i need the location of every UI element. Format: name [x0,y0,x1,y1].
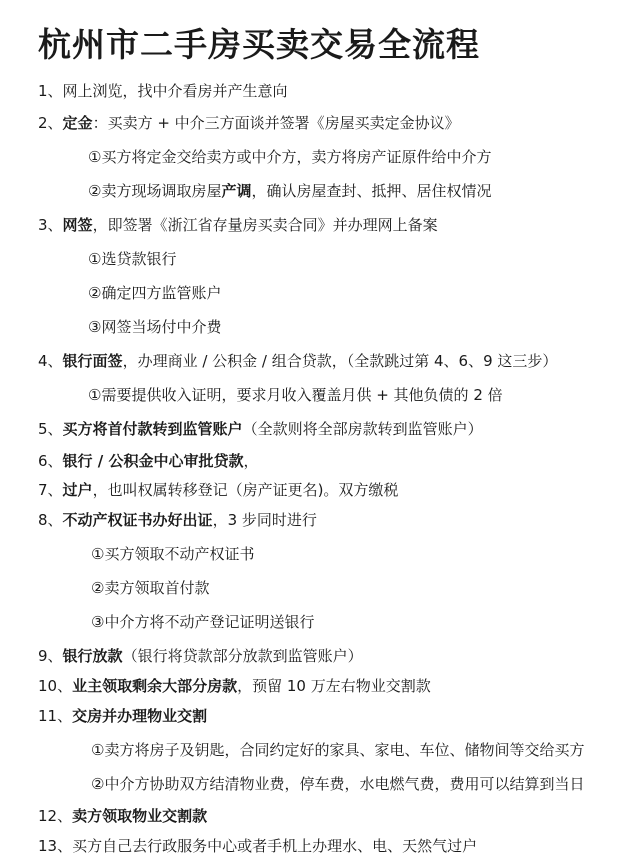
step-8-sub-3 [91,612,314,632]
step-text: 网上浏览，找中介看房并产生意向 [62,82,288,100]
step-keyword: 买方将首付款转到监管账户 [62,420,243,438]
substep-text: ②卖方领取首付款 [91,579,210,597]
step-7 [38,480,398,500]
step-11-sub-1 [91,740,584,760]
step-4-sub-1 [88,385,503,405]
step-number: 9、 [38,647,63,665]
step-number: 1、 [38,82,63,100]
step-text: ，办理商业 / 公积金 / 组合贷款，（全款跳过第 4、6、9 这三步） [122,352,558,370]
step-10 [38,676,431,696]
substep-text: ②确定四方监管账户 [88,284,222,302]
substep-text: ①卖方将房子及钥匙，合同约定好的家具、家电、车位、储物间等交给买方 [91,741,585,759]
step-1 [38,81,288,101]
step-2-sub-1 [88,147,491,167]
step-8-sub-1 [91,544,254,564]
step-9 [38,646,363,666]
step-number: 6、 [38,452,63,470]
step-text: ，预留 10 万左右物业交割款 [237,677,431,695]
step-keyword: 网签 [62,216,93,234]
step-2 [38,113,460,133]
step-text: （全款则将全部房款转到监管账户） [242,420,483,438]
substep-text: ①需要提供收入证明，要求月收入覆盖月供 + 其他负债的 2 倍 [88,386,503,404]
step-number: 12、 [38,807,73,825]
step-number: 4、 [38,352,63,370]
substep-keyword: 产调 [221,182,252,200]
step-3-sub-1 [88,249,176,269]
step-13 [38,836,477,856]
step-keyword: 银行面签 [62,352,123,370]
step-number: 11、 [38,707,73,725]
step-keyword: 银行放款 [62,647,123,665]
step-number: 2、 [38,114,63,132]
step-keyword: 定金 [62,114,93,132]
step-3-sub-2 [88,283,221,303]
step-number: 3、 [38,216,63,234]
step-number: 10、 [38,677,73,695]
step-keyword: 业主领取剩余大部分房款 [72,677,238,695]
step-number: 8、 [38,511,63,529]
step-3-sub-3 [88,317,221,337]
step-keyword: 过户 [62,481,93,499]
step-5 [38,419,483,439]
substep-text: ①买方将定金交给卖方或中介方，卖方将房产证原件给中介方 [88,148,492,166]
step-number: 5、 [38,420,63,438]
step-12 [38,806,207,826]
step-2-sub-2 [88,181,491,201]
page-title: 杭州市二手房买卖交易全流程 [38,25,480,64]
substep-text: ③中介方将不动产登记证明送银行 [91,613,315,631]
step-keyword: 卖方领取物业交割款 [72,807,208,825]
step-text: ，也叫权属转移登记（房产证更名)。双方缴税 [92,481,399,499]
step-text: （银行将贷款部分放款到监管账户） [122,647,363,665]
substep-text: ①选贷款银行 [88,250,177,268]
step-text: ， [243,452,259,470]
step-text: ：买卖方 + 中介三方面谈并签署《房屋买卖定金协议》 [92,114,460,132]
step-text: ，3 步同时进行 [212,511,317,529]
step-text: 买方自己去行政服务中心或者手机上办理水、电、天然气过户 [72,837,478,855]
step-6 [38,451,259,471]
step-keyword: 银行 / 公积金中心审批贷款 [62,452,244,470]
step-keyword: 不动产权证书办好出证 [62,511,213,529]
step-11-sub-2 [91,774,584,794]
step-number: 7、 [38,481,63,499]
substep-text: ①买方领取不动产权证书 [91,545,255,563]
substep-text: ，确认房屋查封、抵押、居住权情况 [251,182,492,200]
step-keyword: 交房并办理物业交割 [72,707,208,725]
step-text: ，即签署《浙江省存量房买卖合同》并办理网上备案 [92,216,438,234]
step-11 [38,706,207,726]
step-8 [38,510,317,530]
step-number: 13、 [38,837,73,855]
substep-text: ②中介方协助双方结清物业费，停车费，水电燃气费，费用可以结算到当日 [91,775,585,793]
substep-text: ③网签当场付中介费 [88,318,222,336]
step-8-sub-2 [91,578,209,598]
step-3 [38,215,438,235]
substep-text: ②卖方现场调取房屋 [88,182,222,200]
step-4 [38,351,557,371]
